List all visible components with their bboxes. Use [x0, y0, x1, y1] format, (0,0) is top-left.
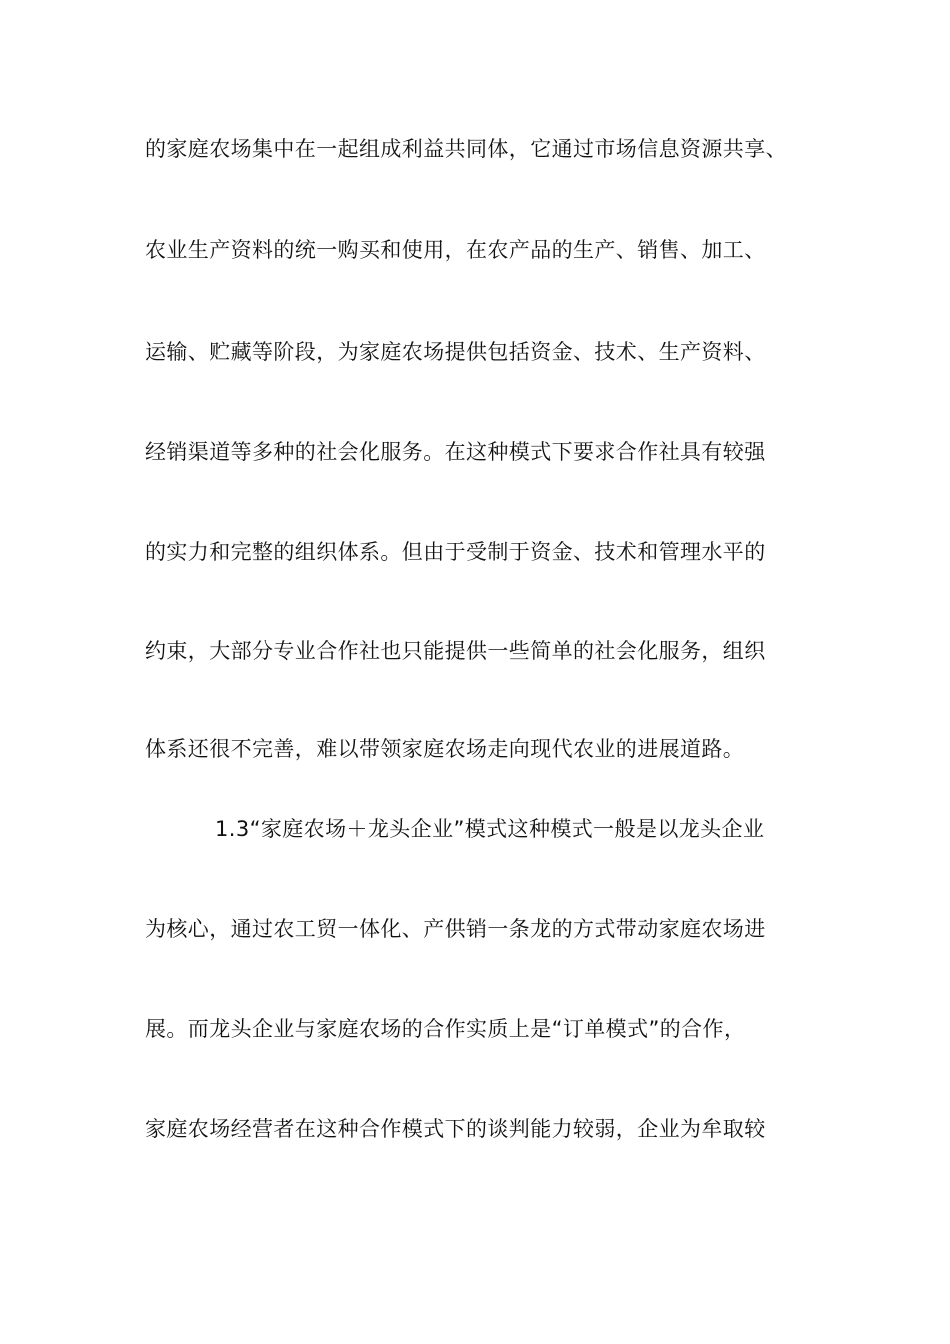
- text-line-5: 的实力和完整的组织体系。但由于受制于资金、技术和管理水平的: [145, 540, 766, 564]
- section-heading-1-3: 1.3“家庭农场＋龙头企业”模式这种模式一般是以龙头企业: [215, 817, 765, 841]
- text-line-2: 农业生产资料的统一购买和使用，在农产品的生产、销售、加工、: [145, 238, 766, 262]
- text-line-1: 的家庭农场集中在一起组成利益共同体，它通过市场信息资源共享、: [145, 137, 787, 161]
- text-line-6: 约束，大部分专业合作社也只能提供一些简单的社会化服务，组织: [145, 639, 766, 663]
- text-line-10: 展。而龙头企业与家庭农场的合作实质上是“订单模式”的合作，: [145, 1017, 746, 1041]
- text-line-11: 家庭农场经营者在这种合作模式下的谈判能力较弱，企业为牟取较: [145, 1117, 766, 1141]
- text-line-3: 运输、贮藏等阶段，为家庭农场提供包括资金、技术、生产资料、: [145, 340, 766, 364]
- text-line-4: 经销渠道等多种的社会化服务。在这种模式下要求合作社具有较强: [145, 440, 766, 464]
- text-line-9: 为核心，通过农工贸一体化、产供销一条龙的方式带动家庭农场进: [145, 917, 766, 941]
- text-line-7: 体系还很不完善，难以带领家庭农场走向现代农业的进展道路。: [145, 737, 745, 761]
